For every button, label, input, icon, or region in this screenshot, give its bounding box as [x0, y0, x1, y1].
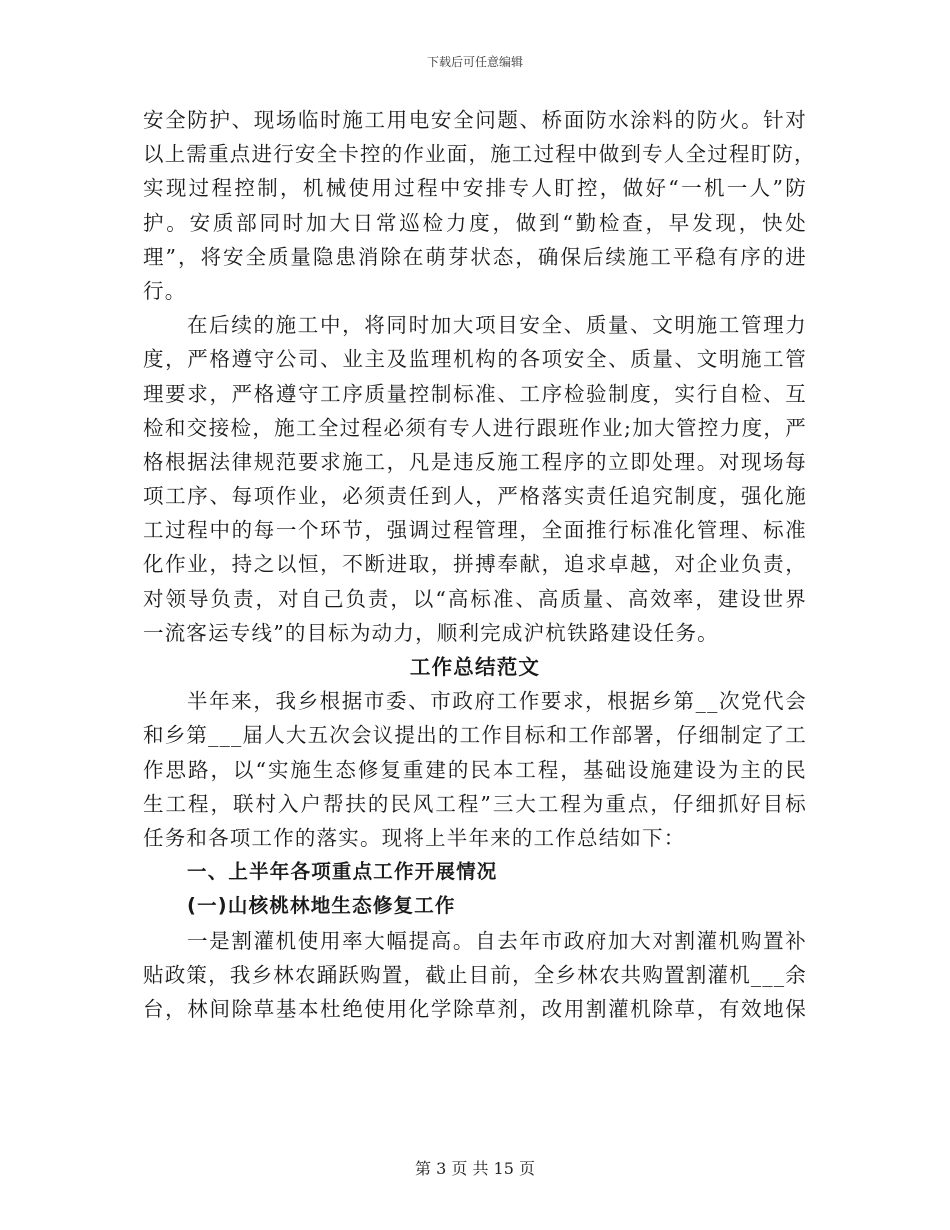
body-line: 半年来，我乡根据市委、市政府工作要求，根据乡第__次党代会 — [187, 689, 807, 714]
body-line: 在后续的施工中，将同时加大项目安全、质量、文明施工管理力 — [187, 313, 807, 338]
body-line: 任务和各项工作的落实。现将上半年来的工作总结如下： — [143, 825, 686, 850]
page-header-note: 下载后可任意编辑 — [426, 55, 523, 69]
body-line: 一流客运专线”的目标为动力，顺利完成沪杭铁路建设任务。 — [143, 620, 719, 645]
body-line: 化作业，持之以恒，不断进取，拼搏奉献，追求卓越，对企业负责， — [143, 552, 807, 577]
heading-level-1: 一、上半年各项重点工作开展情况 — [187, 860, 498, 884]
body-line: 以上需重点进行安全卡控的作业面，施工过程中做到专人全过程盯防， — [143, 142, 816, 167]
body-line: 理要求，严格遵守工序质量控制标准、工序检验制度，实行自检、互 — [143, 381, 807, 406]
body-line: 实现过程控制，机械使用过程中安排专人盯控，做好“一机一人”防 — [143, 176, 807, 201]
page-number: 第 3 页 共 15 页 — [415, 1159, 535, 1178]
heading-level-2: (一)山核桃林地生态修复工作 — [187, 894, 456, 918]
body-line: 行。 — [143, 278, 187, 303]
document-body — [143, 103, 816, 1026]
body-line: 工过程中的每一个环节，强调过程管理，全面推行标准化管理、标准 — [143, 518, 807, 543]
body-line: 格根据法律规范要求施工，凡是违反施工程序的立即处理。对现场每 — [143, 449, 807, 474]
section-title: 工作总结范文 — [409, 655, 541, 679]
body-line: 理”，将安全质量隐患消除在萌芽状态，确保后续施工平稳有序的进 — [143, 244, 807, 269]
body-line: 安全防护、现场临时施工用电安全问题、桥面防水涂料的防火。针对 — [143, 108, 807, 132]
body-line: 护。安质部同时加大日常巡检力度，做到“勤检查，早发现，快处 — [143, 210, 807, 235]
body-line: 项工序、每项作业，必须责任到人，严格落实责任追究制度，强化施 — [143, 484, 807, 509]
body-line: 作思路，以“实施生态修复重建的民本工程，基础设施建设为主的民 — [143, 757, 807, 782]
body-line: 贴政策，我乡林农踊跃购置，截止目前，全乡林农共购置割灌机___余 — [143, 962, 807, 987]
body-line: 对领导负责，对自己负责，以“高标准、高质量、高效率，建设世界 — [143, 586, 807, 611]
body-line: 一是割灌机使用率大幅提高。自去年市政府加大对割灌机购置补 — [187, 928, 807, 953]
body-line: 检和交接检，施工全过程必须有专人进行跟班作业;加大管控力度，严 — [143, 415, 807, 440]
body-line: 度，严格遵守公司、业主及监理机构的各项安全、质量、文明施工管 — [143, 347, 807, 372]
body-line: 生工程，联村入户帮扶的民风工程”三大工程为重点，仔细抓好目标 — [143, 791, 807, 816]
body-line: 和乡第___届人大五次会议提出的工作目标和工作部署，仔细制定了工 — [143, 723, 807, 748]
body-line: 台，林间除草基本杜绝使用化学除草剂，改用割灌机除草，有效地保 — [143, 996, 807, 1021]
